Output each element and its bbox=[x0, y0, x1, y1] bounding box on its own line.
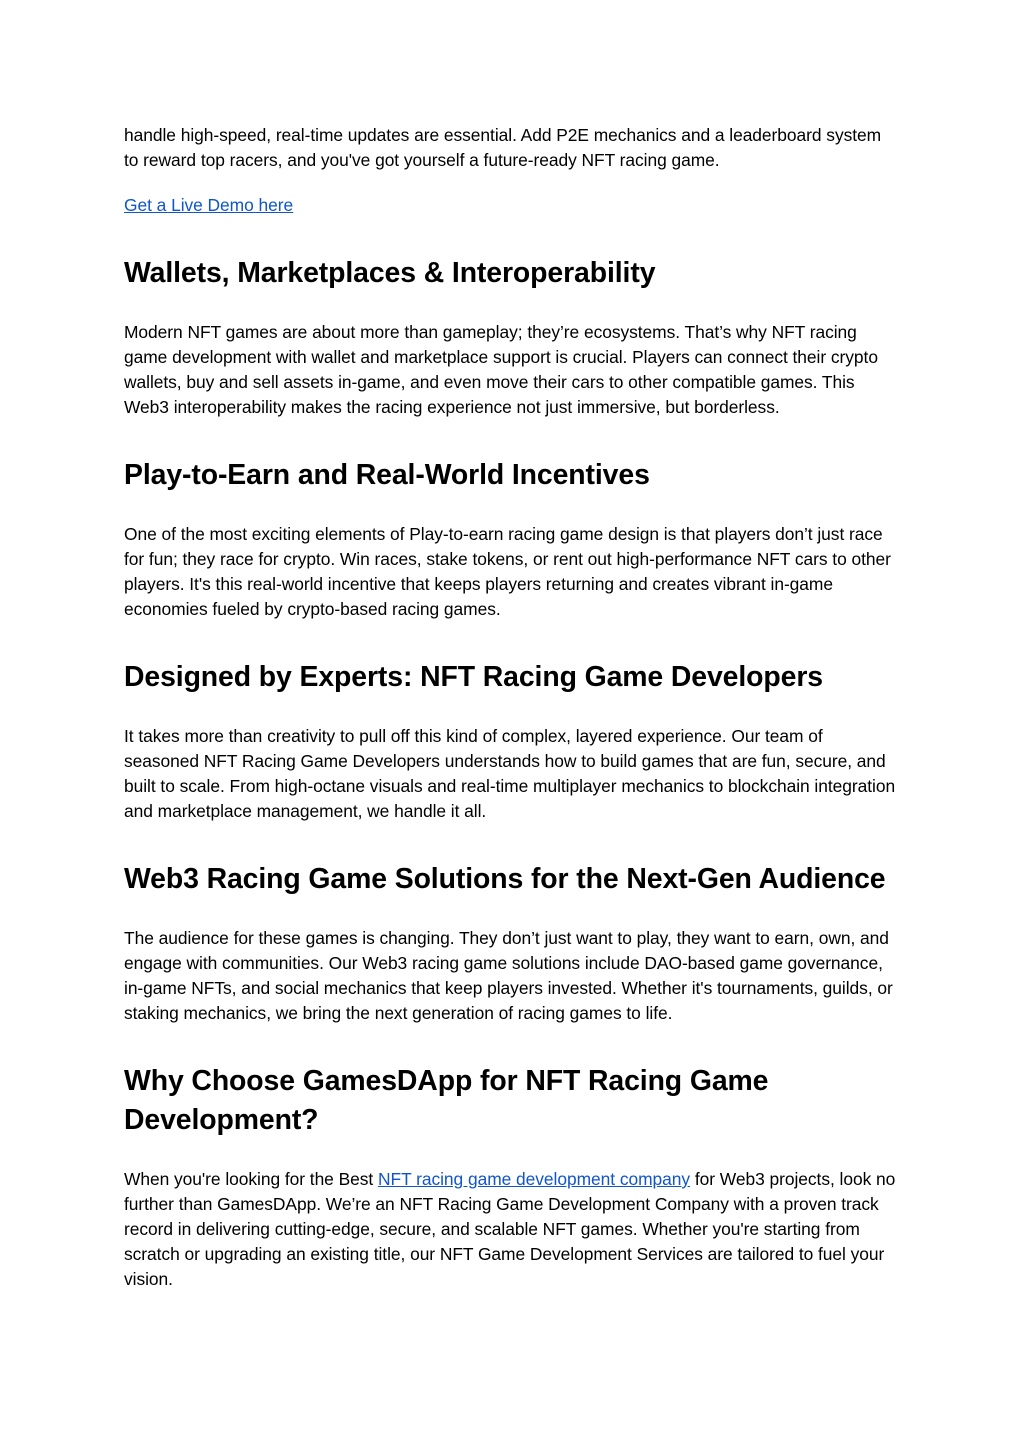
paragraph-wallets-marketplaces: Modern NFT games are about more than gameplay; they’re ecosystems. That’s why NFT racing game development with wallet and marketplace support is crucial. Players can connect their crypto wallets, buy and sell assets in-game, and even move their cars to other compatible games. This Web3 interoperability makes the racing experience not just immersive, but borderless. bbox=[124, 322, 878, 417]
heading-why-choose-gamesdapp: Why Choose GamesDApp for NFT Racing Game Development? bbox=[124, 1065, 769, 1136]
why-choose-text-after-link: for Web3 projects, look no further than GamesDApp. We’re an NFT Racing Game Development Company with a proven track record in delivering cutting-edge, secure, and scalable NFT games. Whether you're starting from scratch or upgrading an existing title, our NFT Game Development Services are tailored to fuel your vision. bbox=[124, 1169, 896, 1289]
heading-wallets-marketplaces: Wallets, Marketplaces & Interoperability bbox=[124, 257, 656, 289]
intro-paragraph: handle high-speed, real-time updates are essential. Add P2E mechanics and a leaderboard system to reward top racers, and you've got yourself a future-ready NFT racing game. bbox=[124, 125, 882, 170]
heading-web3-solutions: Web3 Racing Game Solutions for the Next-Gen Audience bbox=[124, 863, 886, 895]
demo-link-line bbox=[124, 193, 899, 218]
paragraph-designed-by-experts: It takes more than creativity to pull off this kind of complex, layered experience. Our team of seasoned NFT Racing Game Developers understands how to build games that are fun, secure, and built to scale. From high-octane visuals and real-time multiplayer mechanics to blockchain integration and marketplace management, we handle it all. bbox=[124, 726, 896, 821]
paragraph-why-choose-gamesdapp bbox=[124, 1167, 899, 1292]
paragraph-play-to-earn: One of the most exciting elements of Play-to-earn racing game design is that players don’t just race for fun; they race for crypto. Win races, stake tokens, or rent out high-performance NFT cars to other players. It's this real-world incentive that keeps players returning and creates vibrant in-game economies fueled by crypto-based racing games. bbox=[124, 524, 891, 619]
paragraph-web3-solutions: The audience for these games is changing. They don’t just want to play, they want to earn, own, and engage with communities. Our Web3 racing game solutions include DAO-based game governance, in-game NFTs, and social mechanics that keep players invested. Whether it's tournaments, guilds, or staking mechanics, we bring the next generation of racing games to life. bbox=[124, 928, 893, 1023]
nft-racing-company-link[interactable]: NFT racing game development company bbox=[377, 1169, 691, 1189]
document-page bbox=[124, 123, 899, 1292]
heading-designed-by-experts: Designed by Experts: NFT Racing Game Developers bbox=[124, 661, 823, 693]
why-choose-text-before-link: When you're looking for the Best bbox=[124, 1169, 378, 1189]
heading-play-to-earn: Play-to-Earn and Real-World Incentives bbox=[124, 459, 650, 491]
live-demo-link[interactable]: Get a Live Demo here bbox=[124, 195, 294, 215]
